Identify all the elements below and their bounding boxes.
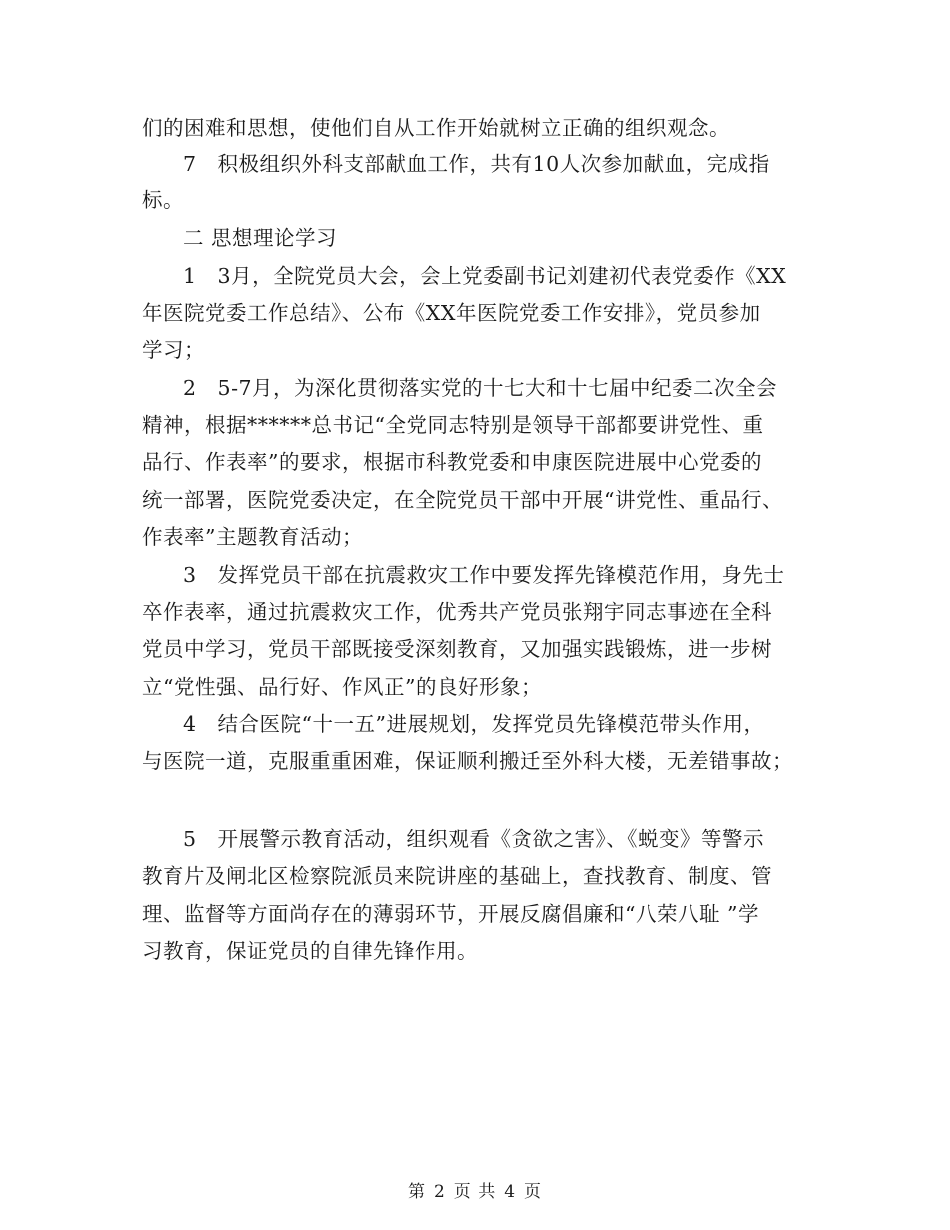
paragraph-line: 4 结合医院“十一五”进展规划，发挥党员先锋模范带头作用，: [183, 712, 765, 736]
paragraph-line: 精神，根据******总书记“全党同志特别是领导干部都要讲党性、重: [142, 413, 764, 437]
paragraph-line: 3 发挥党员干部在抗震救灾工作中要发挥先锋模范作用，身先士: [183, 563, 785, 587]
section-heading: 二 思想理论学习: [183, 226, 338, 250]
paragraph-line: 品行、作表率”的要求，根据市科教党委和申康医院进展中心党委的: [142, 450, 762, 474]
paragraph-line: 理、监督等方面尚存在的薄弱环节，开展反腐倡廉和“八荣八耻 ”学: [142, 902, 759, 926]
paragraph-line: 年医院党委工作总结》、公布《XX年医院党委工作安排》，党员参加: [142, 301, 761, 325]
paragraph-line: 作表率”主题教育活动；: [142, 525, 363, 549]
paragraph-line: 7 积极组织外科支部献血工作，共有10人次参加献血，完成指: [183, 152, 770, 176]
footer-mid: 页 共: [453, 1182, 497, 1202]
paragraph-line: 习教育，保证党员的自律先锋作用。: [142, 939, 478, 963]
footer-prefix: 第: [407, 1182, 426, 1202]
paragraph-line: 们的困难和思想，使他们自从工作开始就树立正确的组织观念。: [142, 116, 730, 140]
paragraph-line: 1 3月，全院党员大会，会上党委副书记刘建初代表党委作《XX: [183, 264, 787, 288]
paragraph-line: 立“党性强、品行好、作风正”的良好形象；: [142, 675, 542, 699]
paragraph-line: 标。: [142, 188, 184, 212]
page-footer: [0, 1180, 950, 1204]
paragraph-line: 卒作表率，通过抗震救灾工作，优秀共产党员张翔宇同志事迹在全科: [142, 600, 772, 624]
paragraph-line: 统一部署，医院党委决定，在全院党员干部中开展“讲党性、重品行、: [142, 488, 783, 512]
paragraph-line: 5 开展警示教育活动，组织观看《贪欲之害》、《蜕变》等警示: [183, 827, 765, 851]
paragraph-line: 2 5-7月，为深化贯彻落实党的十七大和十七届中纪委二次全会: [183, 376, 778, 400]
paragraph-line: 党员中学习，党员干部既接受深刻教育，又加强实践锻炼，进一步树: [142, 637, 772, 661]
paragraph-line: 教育片及闸北区检察院派员来院讲座的基础上，查找教育、制度、管: [142, 864, 772, 888]
footer-suffix: 页: [524, 1182, 543, 1202]
current-page-number: 2: [433, 1182, 446, 1202]
total-page-number: 4: [504, 1182, 517, 1202]
paragraph-line: 与医院一道，克服重重困难，保证顺利搬迁至外科大楼，无差错事故；: [142, 749, 793, 773]
paragraph-line: 学习；: [142, 338, 205, 362]
